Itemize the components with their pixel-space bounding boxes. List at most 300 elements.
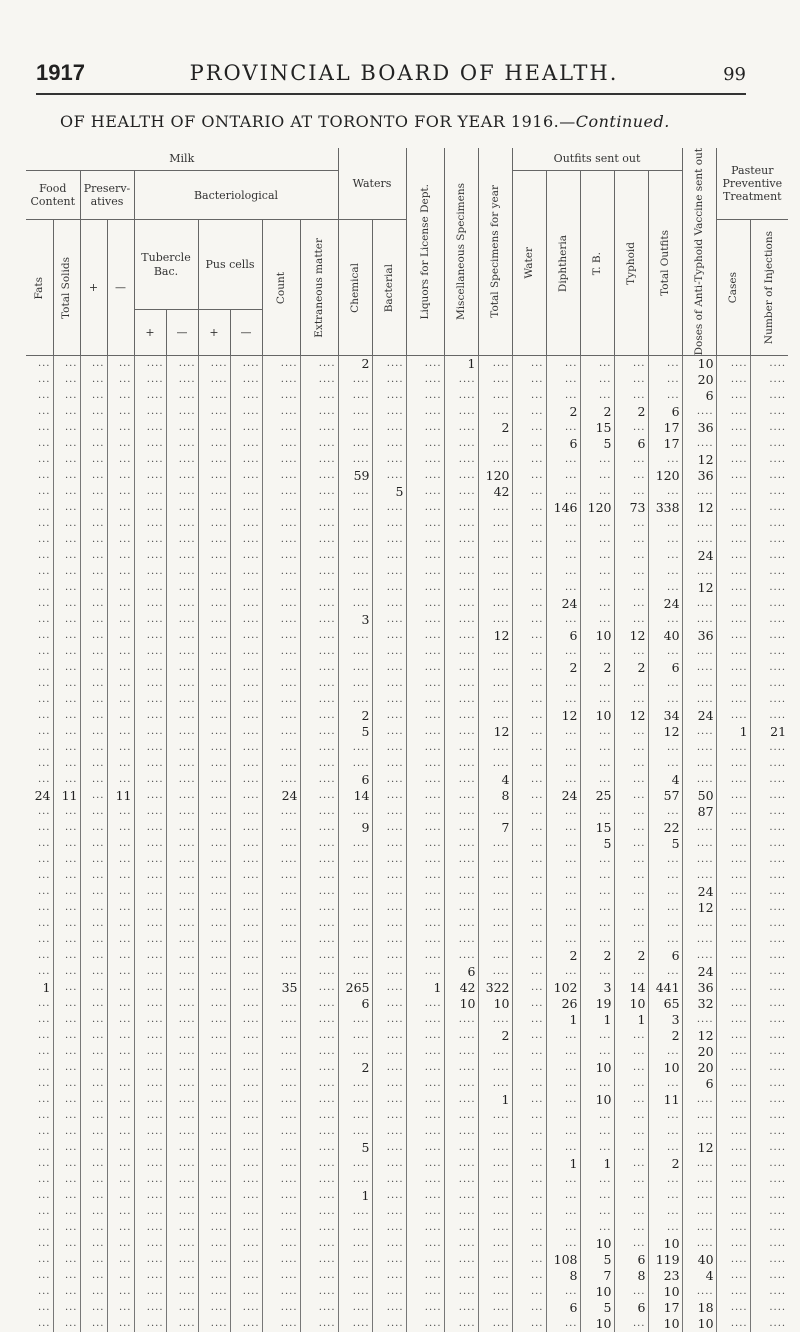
table-cell-pp: .... — [198, 500, 230, 516]
table-cell-x1: ... — [80, 532, 107, 548]
table-cell-pm: .... — [230, 884, 262, 900]
table-row — [26, 372, 788, 388]
table-cell-cases: .... — [716, 836, 750, 852]
table-cell-minus: ... — [107, 820, 134, 836]
table-cell-water: ... — [512, 644, 546, 660]
table-cell-bact: .... — [372, 788, 406, 804]
table-cell-count: .... — [262, 1044, 300, 1060]
table-cell-typh: 6 — [614, 436, 648, 452]
table-cell-liq: .... — [406, 356, 444, 373]
table-cell-diph: ... — [546, 372, 580, 388]
table-cell-bact: .... — [372, 548, 406, 564]
table-cell-misc: .... — [444, 948, 478, 964]
table-cell-misc: .... — [444, 596, 478, 612]
table-cell-inj: .... — [750, 436, 788, 452]
table-cell-water: ... — [512, 1172, 546, 1188]
table-cell-total: .... — [478, 804, 512, 820]
table-cell-minus: ... — [107, 452, 134, 468]
table-cell-fats: ... — [37, 358, 51, 370]
table-cell-chem: .... — [338, 1284, 372, 1300]
table-cell-fats: ... — [37, 1078, 51, 1090]
table-cell-tout: 338 — [648, 500, 682, 516]
table-cell-chem: .... — [338, 436, 372, 452]
table-cell-liq: .... — [406, 964, 444, 980]
table-cell-count: .... — [262, 1284, 300, 1300]
table-cell-minus: 11 — [107, 788, 134, 804]
table-cell-misc: .... — [444, 612, 478, 628]
table-subtitle — [60, 112, 670, 131]
table-cell-pp: .... — [198, 804, 230, 820]
table-cell-x1: ... — [80, 1140, 107, 1156]
table-cell-tm: .... — [166, 484, 198, 500]
table-row — [26, 1156, 788, 1172]
table-cell-doses: .... — [682, 1236, 716, 1252]
table-cell-water: ... — [512, 548, 546, 564]
table-cell-ts: ... — [53, 356, 80, 373]
table-cell-ts: ... — [53, 644, 80, 660]
table-cell-extr: .... — [300, 708, 338, 724]
table-cell-bact: .... — [372, 692, 406, 708]
table-body — [26, 356, 788, 1332]
table-cell-fats: ... — [37, 710, 51, 722]
table-cell-total: .... — [478, 740, 512, 756]
table-cell-tb: ... — [580, 1108, 614, 1124]
table-cell-misc: .... — [444, 1028, 478, 1044]
table-cell-doses: 24 — [682, 884, 716, 900]
table-cell-doses: 32 — [682, 996, 716, 1012]
table-cell-tp: .... — [134, 772, 166, 788]
table-cell-tp: .... — [134, 1172, 166, 1188]
table-cell-tb: 15 — [580, 820, 614, 836]
table-cell-liq: .... — [406, 1124, 444, 1140]
table-cell-bact: .... — [372, 1220, 406, 1236]
table-cell-pp: .... — [198, 436, 230, 452]
table-cell-typh: ... — [614, 1188, 648, 1204]
table-cell-count: .... — [262, 1220, 300, 1236]
table-cell-fats: ... — [37, 918, 51, 930]
table-cell-extr: .... — [300, 532, 338, 548]
table-cell-diph: 146 — [546, 500, 580, 516]
milk-header: Milk — [26, 148, 338, 171]
table-cell-tp: .... — [134, 420, 166, 436]
table-cell-total: .... — [478, 500, 512, 516]
table-cell-pp: .... — [198, 628, 230, 644]
table-cell-misc: .... — [444, 900, 478, 916]
table-cell-tp: .... — [134, 1188, 166, 1204]
table-cell-doses: 12 — [682, 580, 716, 596]
table-cell-extr: .... — [300, 436, 338, 452]
table-cell-water: ... — [512, 676, 546, 692]
table-cell-tb: ... — [580, 964, 614, 980]
table-cell-typh: 1 — [614, 1012, 648, 1028]
table-cell-x1: ... — [80, 468, 107, 484]
table-cell-tm: .... — [166, 932, 198, 948]
table-cell-ts: ... — [53, 884, 80, 900]
table-cell-cases: .... — [716, 420, 750, 436]
table-cell-bact: .... — [372, 628, 406, 644]
table-cell-count: .... — [262, 932, 300, 948]
table-cell-misc: .... — [444, 532, 478, 548]
table-cell-doses: .... — [682, 1188, 716, 1204]
table-cell-fats: ... — [37, 422, 51, 434]
table-cell-liq: .... — [406, 484, 444, 500]
tubercle-header: Tubercle Bac. — [134, 220, 198, 310]
table-cell-liq: .... — [406, 548, 444, 564]
table-cell-ts: ... — [53, 1028, 80, 1044]
pus-cells-header: Pus cells — [198, 220, 262, 310]
table-cell-ts: ... — [53, 516, 80, 532]
table-cell-total: .... — [478, 676, 512, 692]
table-cell-tm: .... — [166, 1140, 198, 1156]
table-cell-doses: 36 — [682, 628, 716, 644]
table-cell-inj: .... — [750, 596, 788, 612]
table-cell-chem: .... — [338, 900, 372, 916]
table-cell-fats: ... — [37, 646, 51, 658]
table-cell-minus: ... — [107, 1172, 134, 1188]
table-cell-x1: ... — [80, 500, 107, 516]
table-cell-doses: .... — [682, 740, 716, 756]
table-cell-misc: .... — [444, 1156, 478, 1172]
table-cell-chem: .... — [338, 964, 372, 980]
table-cell-pm: .... — [230, 356, 262, 373]
table-cell-pp: .... — [198, 564, 230, 580]
table-cell-ts: ... — [53, 1044, 80, 1060]
table-cell-count: .... — [262, 420, 300, 436]
liquors-header: Liquors for License Dept. — [406, 148, 444, 356]
table-cell-pm: .... — [230, 580, 262, 596]
table-cell-chem: 5 — [338, 1140, 372, 1156]
table-cell-typh: ... — [614, 820, 648, 836]
table-cell-inj: .... — [750, 820, 788, 836]
table-cell-tp: .... — [134, 852, 166, 868]
table-cell-chem: .... — [338, 1028, 372, 1044]
table-cell-tm: .... — [166, 852, 198, 868]
table-cell-typh: ... — [614, 484, 648, 500]
table-cell-tm: .... — [166, 1316, 198, 1332]
table-cell-water: ... — [512, 740, 546, 756]
table-cell-x1: ... — [80, 804, 107, 820]
table-cell-chem: 6 — [338, 772, 372, 788]
table-cell-fats: ... — [37, 934, 51, 946]
table-cell-chem: .... — [338, 868, 372, 884]
table-cell-water: ... — [512, 1028, 546, 1044]
table-cell-tout: 40 — [648, 628, 682, 644]
table-cell-water: ... — [512, 372, 546, 388]
table-cell-x1: ... — [80, 1028, 107, 1044]
table-cell-liq: .... — [406, 1300, 444, 1316]
table-cell-diph: ... — [546, 1204, 580, 1220]
table-row — [26, 692, 788, 708]
table-cell-tp: .... — [134, 692, 166, 708]
table-cell-tp: .... — [134, 1108, 166, 1124]
table-cell-bact: .... — [372, 916, 406, 932]
table-cell-doses: .... — [682, 516, 716, 532]
table-row — [26, 516, 788, 532]
table-cell-tout: ... — [648, 388, 682, 404]
table-cell-liq: .... — [406, 1108, 444, 1124]
table-cell-extr: .... — [300, 404, 338, 420]
table-cell-inj: .... — [750, 420, 788, 436]
table-cell-tb: ... — [580, 532, 614, 548]
table-cell-misc: .... — [444, 1300, 478, 1316]
table-cell-water: ... — [512, 404, 546, 420]
table-cell-water: ... — [512, 884, 546, 900]
table-cell-tm: .... — [166, 660, 198, 676]
table-cell-minus: ... — [107, 1012, 134, 1028]
table-cell-tp: .... — [134, 628, 166, 644]
table-cell-tm: .... — [166, 436, 198, 452]
table-cell-doses: .... — [682, 1092, 716, 1108]
table-cell-liq: .... — [406, 580, 444, 596]
table-cell-chem: .... — [338, 628, 372, 644]
table-cell-pp: .... — [198, 724, 230, 740]
table-cell-typh: ... — [614, 1220, 648, 1236]
table-cell-bact: .... — [372, 900, 406, 916]
table-cell-extr: .... — [300, 740, 338, 756]
table-cell-tb: ... — [580, 900, 614, 916]
table-cell-fats: ... — [37, 854, 51, 866]
food-content-header: Food Content — [26, 171, 80, 220]
table-row — [26, 356, 788, 373]
table-cell-bact: .... — [372, 1060, 406, 1076]
table-cell-minus: ... — [107, 1124, 134, 1140]
table-cell-fats: ... — [37, 1238, 51, 1250]
table-cell-total: .... — [478, 1108, 512, 1124]
table-cell-tb: ... — [580, 1044, 614, 1060]
table-cell-liq: .... — [406, 660, 444, 676]
table-row — [26, 388, 788, 404]
table-cell-chem: .... — [338, 916, 372, 932]
table-cell-minus: ... — [107, 1044, 134, 1060]
table-cell-ts: ... — [53, 900, 80, 916]
table-cell-diph: ... — [546, 420, 580, 436]
table-cell-ts: ... — [53, 468, 80, 484]
table-cell-tout: ... — [648, 1220, 682, 1236]
table-cell-extr: .... — [300, 1140, 338, 1156]
table-row — [26, 1236, 788, 1252]
table-cell-extr: .... — [300, 1092, 338, 1108]
table-cell-liq: .... — [406, 916, 444, 932]
table-cell-water: ... — [512, 836, 546, 852]
table-cell-diph: 12 — [546, 708, 580, 724]
table-cell-count: .... — [262, 820, 300, 836]
table-cell-pp: .... — [198, 420, 230, 436]
table-cell-cases: .... — [716, 868, 750, 884]
table-cell-bact: .... — [372, 884, 406, 900]
table-cell-diph: ... — [546, 1284, 580, 1300]
table-cell-water: ... — [512, 852, 546, 868]
table-cell-tp: .... — [134, 596, 166, 612]
table-cell-cases: .... — [716, 1092, 750, 1108]
table-cell-ts: ... — [53, 708, 80, 724]
table-cell-tb: 1 — [580, 1012, 614, 1028]
table-cell-total: .... — [478, 1316, 512, 1332]
table-cell-tm: .... — [166, 372, 198, 388]
table-cell-fats: ... — [37, 1142, 51, 1154]
table-cell-extr: .... — [300, 612, 338, 628]
table-cell-fats: ... — [37, 838, 51, 850]
table-cell-tout: ... — [648, 580, 682, 596]
table-cell-pp: .... — [198, 948, 230, 964]
table-cell-tb: ... — [580, 388, 614, 404]
table-cell-tb: ... — [580, 868, 614, 884]
table-cell-bact: .... — [372, 772, 406, 788]
table-cell-chem: 5 — [338, 724, 372, 740]
table-cell-pp: .... — [198, 1124, 230, 1140]
table-cell-tb: ... — [580, 612, 614, 628]
table-cell-inj: .... — [750, 500, 788, 516]
table-cell-cases: .... — [716, 708, 750, 724]
table-cell-total: .... — [478, 436, 512, 452]
table-cell-diph: ... — [546, 452, 580, 468]
table-cell-fats: ... — [37, 1270, 51, 1282]
table-cell-total: 322 — [478, 980, 512, 996]
table-cell-misc: .... — [444, 1172, 478, 1188]
table-cell-bact: .... — [372, 852, 406, 868]
table-cell-diph: 2 — [546, 660, 580, 676]
table-cell-pp: .... — [198, 676, 230, 692]
table-cell-minus: ... — [107, 1268, 134, 1284]
table-cell-minus: ... — [107, 468, 134, 484]
table-cell-bact: .... — [372, 1156, 406, 1172]
table-cell-typh: ... — [614, 1140, 648, 1156]
table-cell-x1: ... — [80, 756, 107, 772]
table-cell-total: 4 — [478, 772, 512, 788]
table-cell-count: 35 — [262, 980, 300, 996]
table-cell-extr: .... — [300, 1028, 338, 1044]
table-cell-inj: .... — [750, 788, 788, 804]
table-cell-cases: .... — [716, 1300, 750, 1316]
table-cell-doses: .... — [682, 948, 716, 964]
table-cell-total: 10 — [478, 996, 512, 1012]
table-cell-chem: .... — [338, 676, 372, 692]
table-cell-cases: .... — [716, 580, 750, 596]
table-cell-tm: .... — [166, 644, 198, 660]
table-cell-pp: .... — [198, 548, 230, 564]
table-cell-bact: .... — [372, 596, 406, 612]
table-cell-pm: .... — [230, 836, 262, 852]
table-cell-chem: .... — [338, 932, 372, 948]
table-cell-doses: .... — [682, 1204, 716, 1220]
table-cell-bact: .... — [372, 356, 406, 373]
table-cell-inj: .... — [750, 692, 788, 708]
table-cell-bact: .... — [372, 532, 406, 548]
table-cell-pp: .... — [198, 404, 230, 420]
table-cell-pm: .... — [230, 1220, 262, 1236]
table-cell-diph: 6 — [546, 1300, 580, 1316]
table-cell-extr: .... — [300, 1252, 338, 1268]
table-cell-tp: .... — [134, 580, 166, 596]
table-cell-total: .... — [478, 708, 512, 724]
table-cell-misc: .... — [444, 868, 478, 884]
table-cell-doses: .... — [682, 820, 716, 836]
table-cell-tb: ... — [580, 676, 614, 692]
table-cell-tp: .... — [134, 436, 166, 452]
table-cell-total: .... — [478, 372, 512, 388]
table-cell-tp: .... — [134, 1028, 166, 1044]
table-cell-fats: ... — [37, 1206, 51, 1218]
table-cell-inj: .... — [750, 868, 788, 884]
table-cell-fats: ... — [37, 566, 51, 578]
table-cell-pp: .... — [198, 708, 230, 724]
table-cell-tout: ... — [648, 756, 682, 772]
table-cell-chem: .... — [338, 388, 372, 404]
table-cell-liq: .... — [406, 676, 444, 692]
table-cell-tp: .... — [134, 1124, 166, 1140]
table-cell-x1: ... — [80, 1108, 107, 1124]
table-cell-cases: .... — [716, 468, 750, 484]
table-cell-pp: .... — [198, 1300, 230, 1316]
table-cell-pm: .... — [230, 1236, 262, 1252]
table-cell-total: .... — [478, 884, 512, 900]
table-cell-pp: .... — [198, 596, 230, 612]
table-cell-bact: .... — [372, 404, 406, 420]
table-cell-total: .... — [478, 916, 512, 932]
table-cell-pp: .... — [198, 884, 230, 900]
table-cell-inj: .... — [750, 1108, 788, 1124]
table-cell-misc: .... — [444, 820, 478, 836]
table-cell-water: ... — [512, 1076, 546, 1092]
table-cell-ts: ... — [53, 724, 80, 740]
table-cell-tp: .... — [134, 932, 166, 948]
table-cell-bact: .... — [372, 516, 406, 532]
table-cell-diph: ... — [546, 1124, 580, 1140]
table-cell-minus: ... — [107, 740, 134, 756]
table-cell-pp: .... — [198, 1044, 230, 1060]
table-cell-extr: .... — [300, 548, 338, 564]
table-cell-x1: ... — [80, 484, 107, 500]
table-cell-doses: .... — [682, 532, 716, 548]
table-cell-extr: .... — [300, 564, 338, 580]
table-cell-extr: .... — [300, 868, 338, 884]
table-cell-fats: ... — [37, 998, 51, 1010]
table-row — [26, 1092, 788, 1108]
table-cell-tm: .... — [166, 628, 198, 644]
table-cell-extr: .... — [300, 948, 338, 964]
table-cell-typh: ... — [614, 612, 648, 628]
table-cell-tm: .... — [166, 1124, 198, 1140]
table-cell-doses: .... — [682, 836, 716, 852]
table-cell-doses: .... — [682, 756, 716, 772]
table-cell-inj: .... — [750, 996, 788, 1012]
table-cell-tout: 119 — [648, 1252, 682, 1268]
table-cell-pp: .... — [198, 852, 230, 868]
table-cell-inj: .... — [750, 1092, 788, 1108]
table-cell-pp: .... — [198, 1156, 230, 1172]
table-cell-minus: ... — [107, 1076, 134, 1092]
table-cell-liq: .... — [406, 836, 444, 852]
table-cell-tb: 10 — [580, 708, 614, 724]
table-cell-liq: .... — [406, 948, 444, 964]
table-cell-total: .... — [478, 548, 512, 564]
table-cell-inj: .... — [750, 372, 788, 388]
table-cell-liq: .... — [406, 516, 444, 532]
table-cell-pp: .... — [198, 516, 230, 532]
table-cell-pm: .... — [230, 1172, 262, 1188]
table-row — [26, 1188, 788, 1204]
table-cell-water: ... — [512, 564, 546, 580]
table-cell-typh: ... — [614, 932, 648, 948]
table-cell-inj: .... — [750, 580, 788, 596]
table-cell-bact: .... — [372, 836, 406, 852]
table-row — [26, 916, 788, 932]
table-cell-tm: .... — [166, 916, 198, 932]
table-cell-cases: .... — [716, 1172, 750, 1188]
table-cell-pp: .... — [198, 372, 230, 388]
table-cell-tp: .... — [134, 804, 166, 820]
table-cell-chem: .... — [338, 1316, 372, 1332]
table-cell-tout: ... — [648, 1108, 682, 1124]
